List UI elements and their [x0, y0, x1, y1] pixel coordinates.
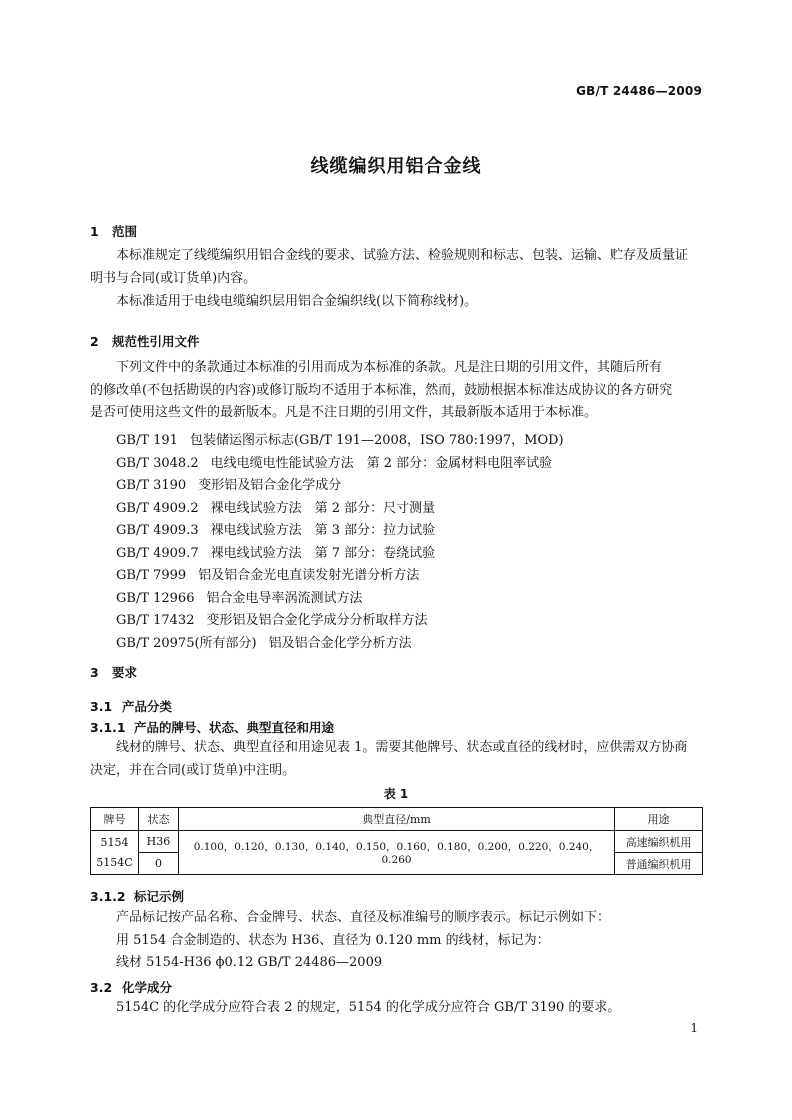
reference-code: GB/T 4909.7 [116, 546, 199, 561]
reference-code: GB/T 4909.2 [116, 501, 199, 516]
paragraph-line: 本标准适用于电线电缆编织层用铝合金编织线(以下简称线材)。 [116, 294, 478, 309]
section-title: 产品的牌号、状态、典型直径和用途 [134, 720, 335, 735]
reference-item [116, 564, 419, 583]
section-number: 1 [90, 224, 99, 239]
section-1-paragraph-2 [90, 291, 702, 314]
table-caption: 表 1 [383, 787, 409, 801]
grade-cell [91, 831, 139, 875]
section-title: 化学成分 [122, 980, 173, 995]
temper-cell: H36 [138, 831, 178, 853]
reference-title: 裸电线试验方法 第 3 部分：拉力试验 [210, 523, 436, 538]
table-header-cell: 状态 [138, 808, 178, 831]
table-header-cell: 牌号 [91, 808, 139, 831]
reference-code: GB/T 17432 [116, 613, 195, 628]
section-3-2-paragraph [90, 997, 702, 1020]
section-title: 产品分类 [122, 699, 173, 714]
diameter-cell: 0.100，0.120，0.130，0.140，0.150，0.160，0.180，0.200，0.220，0.240，0.260 [178, 831, 614, 875]
reference-title: 铝及铝合金光电直读发射光谱分析方法 [198, 568, 420, 583]
reference-item [116, 474, 341, 493]
reference-title: 包装储运图示标志(GB/T 191—2008，ISO 780:1997，MOD) [189, 433, 564, 448]
reference-code: GB/T 4909.3 [116, 523, 199, 538]
use-cell: 普通编织机用 [615, 853, 703, 875]
section-3-1-heading [90, 697, 172, 715]
reference-item [116, 542, 435, 561]
section-3-2-heading [90, 978, 172, 996]
marking-example: 线材 5154-H36 ϕ0.12 GB/T 24486—2009 [116, 955, 383, 971]
section-number: 2 [90, 334, 99, 349]
reference-title: 裸电线试验方法 第 2 部分：尺寸测量 [210, 501, 436, 516]
reference-title: 变形铝及铝合金化学成分分析取样方法 [206, 613, 428, 628]
reference-title: 裸电线试验方法 第 7 部分：卷绕试验 [210, 546, 436, 561]
paragraph-line: 下列文件中的条款通过本标准的引用而成为本标准的条款。凡是注日期的引用文件，其随后所有 [116, 360, 663, 375]
reference-title: 变形铝及铝合金化学成分 [198, 478, 342, 493]
grade-value: 5154 [100, 835, 129, 849]
reference-item [116, 519, 435, 538]
section-number: 3.1 [90, 699, 113, 714]
section-1-paragraph-1 [90, 245, 702, 290]
reference-item [116, 452, 552, 471]
paragraph-line: 线材的牌号、状态、典型直径和用途见表 1。需要其他牌号、状态或直径的线材时，应供需双方协商 [116, 740, 688, 755]
section-3-heading [90, 663, 137, 681]
spec-table [90, 807, 703, 875]
section-1-heading [90, 222, 137, 240]
table-row [91, 831, 703, 853]
reference-title: 电线电缆电性能试验方法 第 2 部分：金属材料电阻率试验 [210, 456, 553, 471]
section-title: 规范性引用文件 [112, 334, 200, 349]
reference-item [116, 429, 564, 448]
reference-item [116, 632, 412, 651]
reference-title: 铝合金电导率涡流测试方法 [206, 591, 363, 606]
reference-code: GB/T 7999 [116, 568, 187, 583]
grade-value: 5154C [96, 855, 133, 869]
reference-item [116, 497, 435, 516]
table-header-cell: 典型直径/mm [178, 808, 614, 831]
paragraph-line: 用 5154 合金制造的、状态为 H36、直径为 0.120 mm 的线材，标记为： [116, 932, 550, 948]
section-2-heading [90, 332, 200, 350]
reference-code: GB/T 20975(所有部分) [116, 636, 257, 651]
section-title: 范围 [112, 224, 138, 239]
reference-code: GB/T 191 [116, 433, 178, 448]
reference-title: 铝及铝合金化学分析方法 [268, 636, 412, 651]
standard-number: GB/T 24486—2009 [576, 84, 702, 98]
paragraph-line: 5154C 的化学成分应符合表 2 的规定，5154 的化学成分应符合 GB/T 3190 的要求。 [116, 1000, 621, 1015]
table-header-row [91, 808, 703, 831]
use-cell: 高速编织机用 [615, 831, 703, 853]
paragraph-line: 本标准规定了线缆编织用铝合金线的要求、试验方法、检验规则和标志、包装、运输、贮存及质量证 [116, 248, 689, 263]
section-2-paragraph [90, 357, 702, 425]
reference-item [116, 587, 363, 606]
section-number: 3.2 [90, 980, 113, 995]
reference-item [116, 609, 428, 628]
reference-code: GB/T 3190 [116, 478, 187, 493]
page-title: 线缆编织用铝合金线 [310, 156, 482, 177]
reference-code: GB/T 3048.2 [116, 456, 199, 471]
section-number: 3.1.1 [90, 720, 126, 735]
section-number: 3.1.2 [90, 889, 126, 904]
section-number: 3 [90, 665, 99, 680]
paragraph-line: 是否可使用这些文件的最新版本。凡是不注日期的引用文件，其最新版本适用于本标准。 [90, 405, 598, 421]
temper-cell: 0 [138, 853, 178, 875]
reference-code: GB/T 12966 [116, 591, 195, 606]
section-3-1-2-paragraph [90, 907, 702, 975]
page-number: 1 [690, 1021, 698, 1035]
section-3-1-1-heading [90, 718, 334, 736]
section-3-1-1-paragraph [90, 737, 702, 782]
section-3-1-2-heading [90, 887, 184, 905]
section-title: 要求 [112, 665, 138, 680]
table-header-cell: 用途 [615, 808, 703, 831]
paragraph-line: 决定，并在合同(或订货单)中注明。 [90, 762, 296, 778]
paragraph-line: 的修改单(不包括勘误的内容)或修订版均不适用于本标准，然而，鼓励根据本标准达成协议的各方研究 [90, 382, 673, 398]
section-title: 标记示例 [134, 889, 185, 904]
paragraph-line: 产品标记按产品名称、合金牌号、状态、直径及标准编号的顺序表示。标记示例如下： [116, 910, 611, 925]
paragraph-line: 明书与合同(或订货单)内容。 [90, 270, 257, 286]
